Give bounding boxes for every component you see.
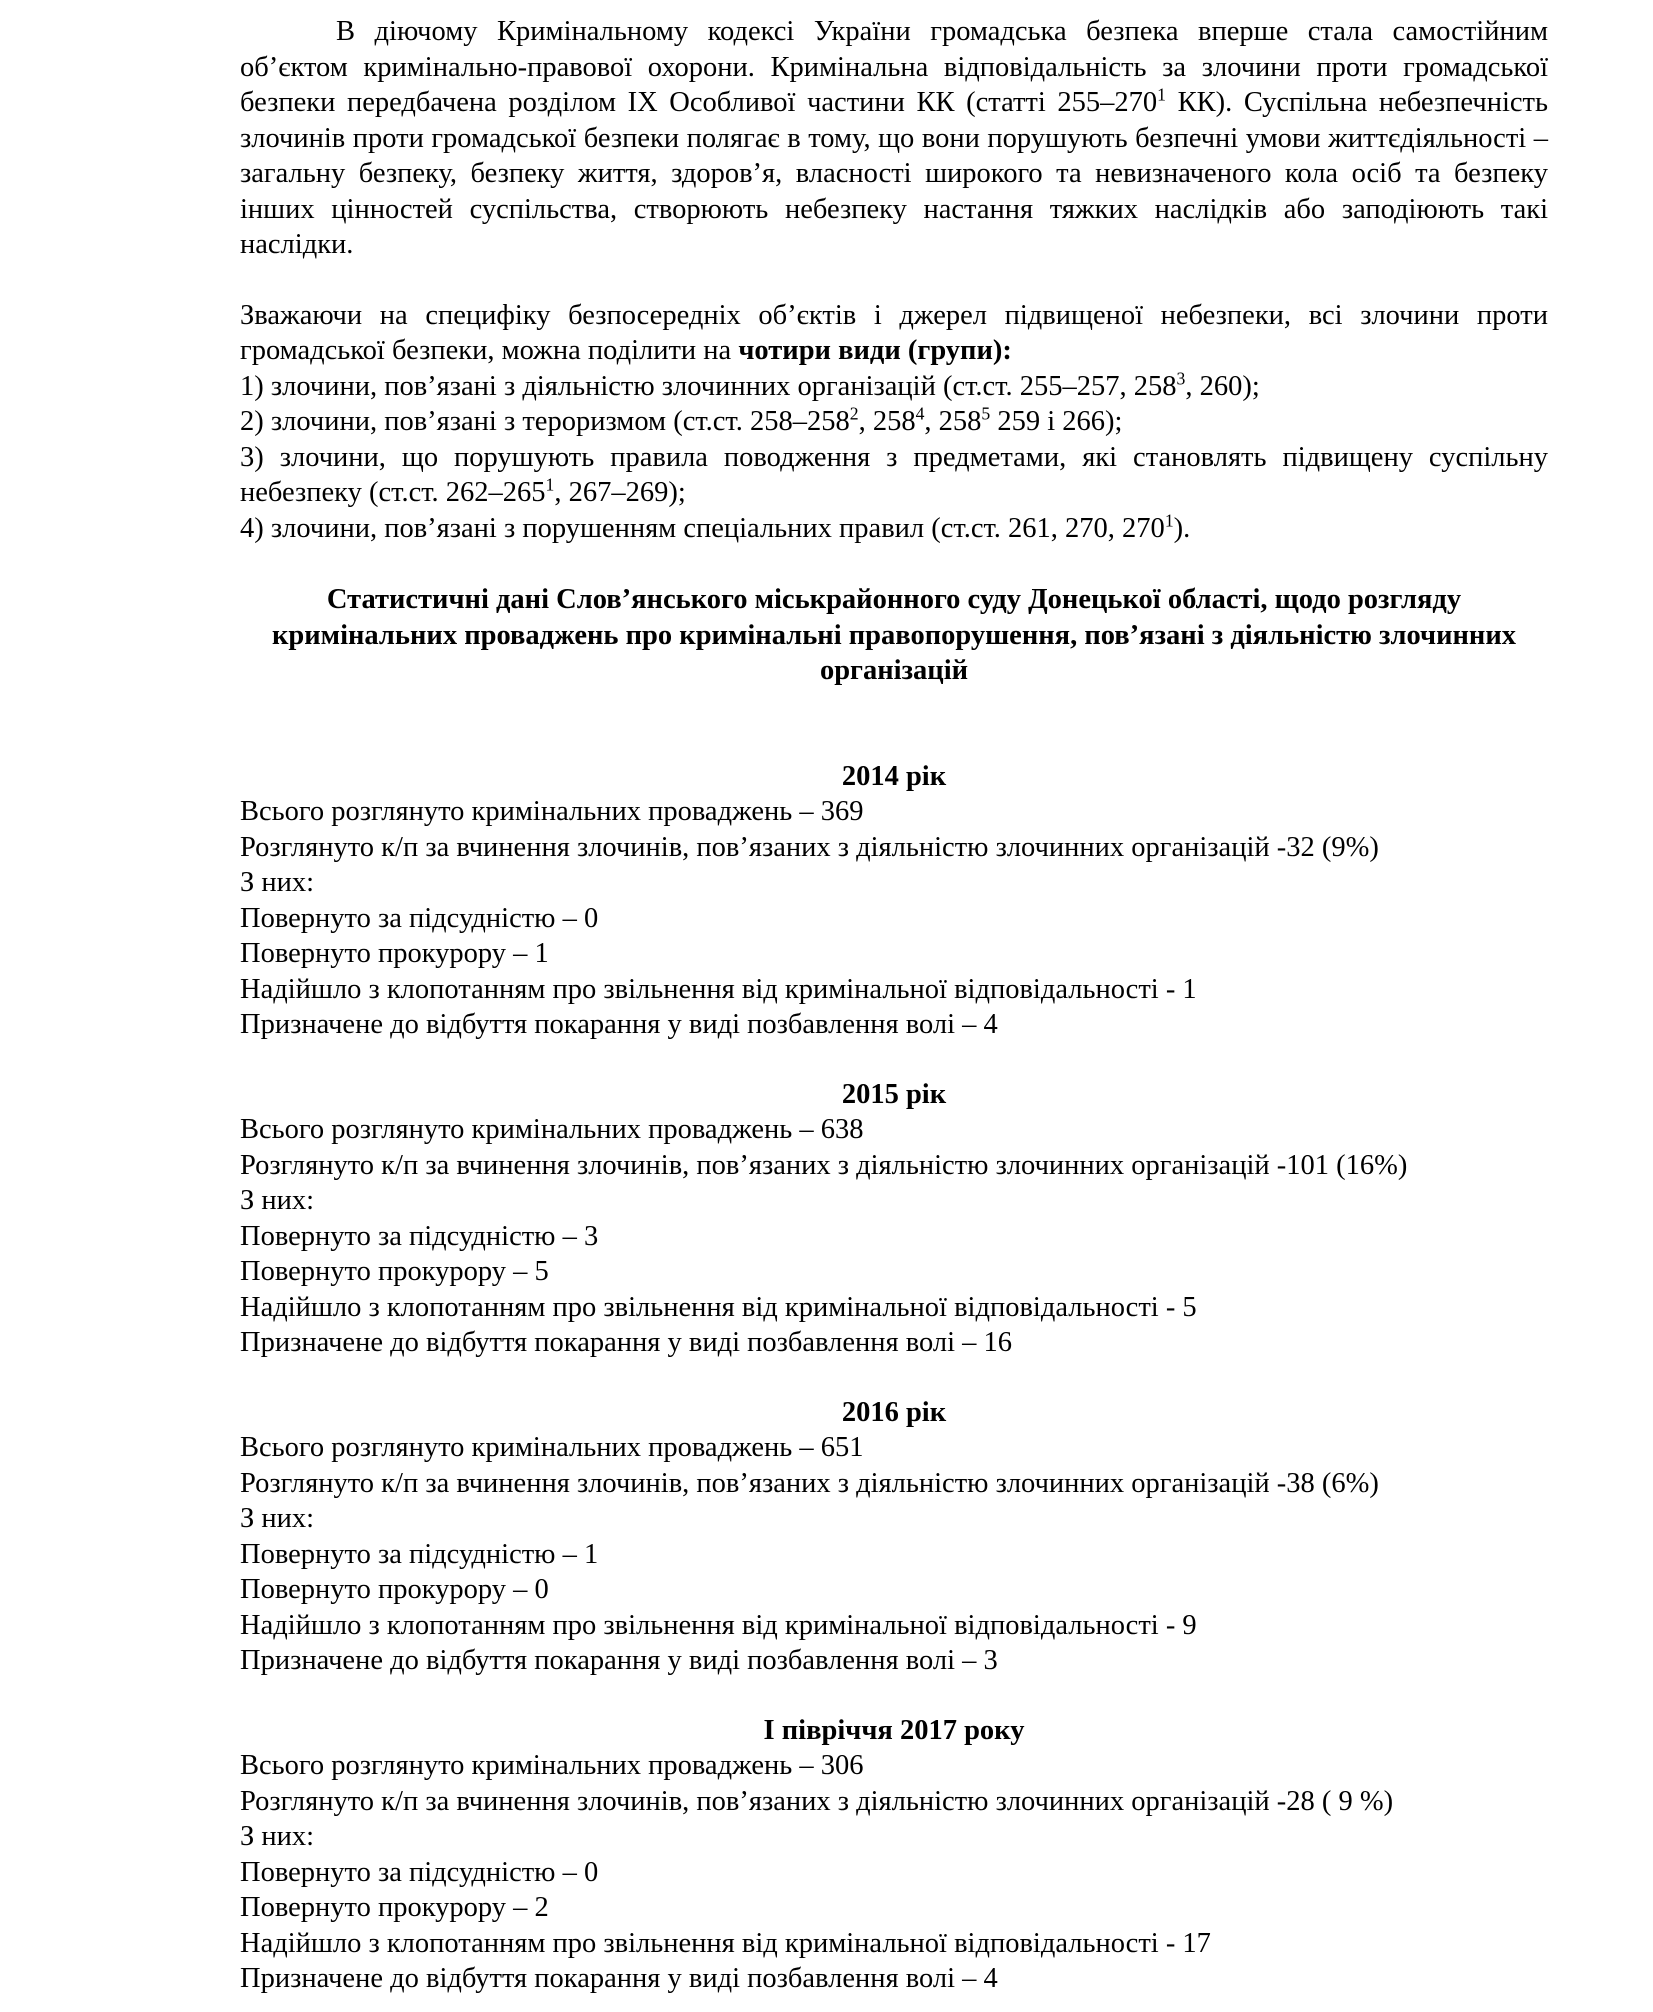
total-proceedings: Всього розглянуто кримінальних проваджень – 638 xyxy=(240,1114,864,1145)
imprisonment-sentences: Призначене до відбуття покарання у виді позбавлення волі – 4 xyxy=(240,1963,998,1994)
year-block-2017-h1 xyxy=(240,1713,1548,1997)
organization-crimes: Розглянуто к/п за вчинення злочинів, пов’язаних з діяльністю злочинних організацій -28 ( 9 %) xyxy=(240,1785,1394,1817)
returned-jurisdiction: Повернуто за підсудністю – 0 xyxy=(240,902,599,934)
returned-prosecutor: Повернуто прокурору – 1 xyxy=(240,938,549,969)
statistics-heading: Статистичні дані Слов’янського міськрайонного суду Донецької області, щодо розгляду кримінальних проваджень про кримінальні правопорушення, пов’язані з діяльністю злочинних організацій xyxy=(271,584,1517,686)
year-block-2016 xyxy=(240,1395,1548,1679)
year-block-2014 xyxy=(240,759,1548,1043)
group-item-3 xyxy=(240,440,1548,511)
returned-prosecutor: Повернуто прокурору – 5 xyxy=(240,1256,549,1287)
organization-crimes: Розглянуто к/п за вчинення злочинів, пов’язаних з діяльністю злочинних організацій -32 (9%) xyxy=(240,831,1379,863)
organization-crimes: Розглянуто к/п за вчинення злочинів, пов’язаних з діяльністю злочинних організацій -101 (16%) xyxy=(240,1149,1408,1181)
group-item-1-sup: 3 xyxy=(1176,368,1186,388)
group-item-3-sup: 1 xyxy=(545,474,555,495)
imprisonment-sentences: Призначене до відбуття покарання у виді позбавлення волі – 16 xyxy=(240,1327,1013,1358)
groups-intro-paragraph xyxy=(240,298,1548,369)
group-item-4-tail: ). xyxy=(1173,512,1191,544)
imprisonment-sentences: Призначене до відбуття покарання у виді позбавлення волі – 3 xyxy=(240,1645,998,1676)
group-item-3-text: 3) злочини, що порушують правила поводження з предметами, які становлять підвищену суспільну небезпеку (ст.ст. 262–265 xyxy=(240,441,1548,508)
group-item-2-sup-2: 4 xyxy=(915,403,925,424)
group-item-2-text: 2) злочини, пов’язані з тероризмом (ст.ст. 258–258 xyxy=(240,406,850,437)
groups-intro-text: Зважаючи на специфіку безпосередніх об’єктів і джерел підвищеної небезпеки, всі злочини проти громадської безпеки, можна поділити на xyxy=(240,299,1548,366)
group-item-3-tail: , 267–269); xyxy=(554,477,686,508)
returned-prosecutor: Повернуто прокурору – 0 xyxy=(240,1574,549,1605)
group-item-1-tail: , 260); xyxy=(1185,370,1260,402)
group-item-1-text: 1) злочини, пов’язані з діяльністю злочинних організацій (ст.ст. 255–257, 258 xyxy=(240,370,1177,402)
year-title: І півріччя 2017 року xyxy=(763,1714,1025,1746)
release-petitions: Надійшло з клопотанням про звільнення від кримінальної відповідальності - 1 xyxy=(240,973,1197,1005)
organization-crimes: Розглянуто к/п за вчинення злочинів, пов’язаних з діяльністю злочинних організацій -38 (6%) xyxy=(240,1467,1379,1499)
returned-prosecutor: Повернуто прокурору – 2 xyxy=(240,1892,549,1923)
group-item-2-sup-3: 5 xyxy=(981,403,991,424)
release-petitions: Надійшло з клопотанням про звільнення від кримінальної відповідальності - 5 xyxy=(240,1291,1197,1323)
total-proceedings: Всього розглянуто кримінальних проваджень – 369 xyxy=(240,796,864,827)
group-item-2-sup-1: 2 xyxy=(849,403,859,424)
group-item-4 xyxy=(240,511,1548,547)
total-proceedings: Всього розглянуто кримінальних проваджень – 306 xyxy=(240,1750,864,1781)
group-item-4-sup: 1 xyxy=(1164,510,1174,530)
group-item-2-part-b: , 258 xyxy=(858,406,916,437)
group-item-2-tail: 259 і 266); xyxy=(990,406,1123,437)
year-title: 2015 рік xyxy=(841,1078,947,1110)
returned-jurisdiction: Повернуто за підсудністю – 1 xyxy=(240,1538,599,1570)
returned-jurisdiction: Повернуто за підсудністю – 3 xyxy=(240,1220,599,1252)
group-item-1 xyxy=(240,369,1548,405)
groups-intro-bold: чотири види (групи): xyxy=(738,335,1012,366)
intro-text-continued: КК). Суспільна небезпечність злочинів проти громадської безпеки полягає в тому, що вони порушують безпечні умови життєдіяльності – загальну безпеку, безпеку життя, здоров’я, власності широкого та невизначеного кола осіб та безпеку інших цінностей суспільства, створюють небезпеку настання тяжких наслідків або заподіюють такі наслідки. xyxy=(240,87,1548,260)
group-item-2-part-c: , 258 xyxy=(924,406,982,437)
of-them-label: З них: xyxy=(240,1821,315,1852)
of-them-label: З них: xyxy=(240,1185,315,1216)
year-block-2015 xyxy=(240,1077,1548,1361)
group-item-4-text: 4) злочини, пов’язані з порушенням спеціальних правил (ст.ст. 261, 270, 270 xyxy=(240,512,1165,544)
release-petitions: Надійшло з клопотанням про звільнення від кримінальної відповідальності - 17 xyxy=(240,1927,1211,1959)
total-proceedings: Всього розглянуто кримінальних проваджень – 651 xyxy=(240,1432,864,1463)
of-them-label: З них: xyxy=(240,1503,315,1534)
imprisonment-sentences: Призначене до відбуття покарання у виді позбавлення волі – 4 xyxy=(240,1009,998,1040)
year-title: 2016 рік xyxy=(841,1396,947,1428)
year-title: 2014 рік xyxy=(841,760,947,792)
document-body xyxy=(240,14,1548,1997)
of-them-label: З них: xyxy=(240,867,315,898)
intro-superscript: 1 xyxy=(1157,84,1166,105)
intro-text: В діючому Кримінальному кодексі України громадська безпека вперше стала самостійним об’єктом кримінально-правової охорони. Кримінальна відповідальність за злочини проти громадської безпеки передбачена розділом IX Особливої частини КК (статті 255–270 xyxy=(240,16,1548,118)
release-petitions: Надійшло з клопотанням про звільнення від кримінальної відповідальності - 9 xyxy=(240,1609,1197,1641)
returned-jurisdiction: Повернуто за підсудністю – 0 xyxy=(240,1856,599,1888)
group-item-2 xyxy=(240,404,1548,440)
intro-paragraph xyxy=(240,14,1548,263)
